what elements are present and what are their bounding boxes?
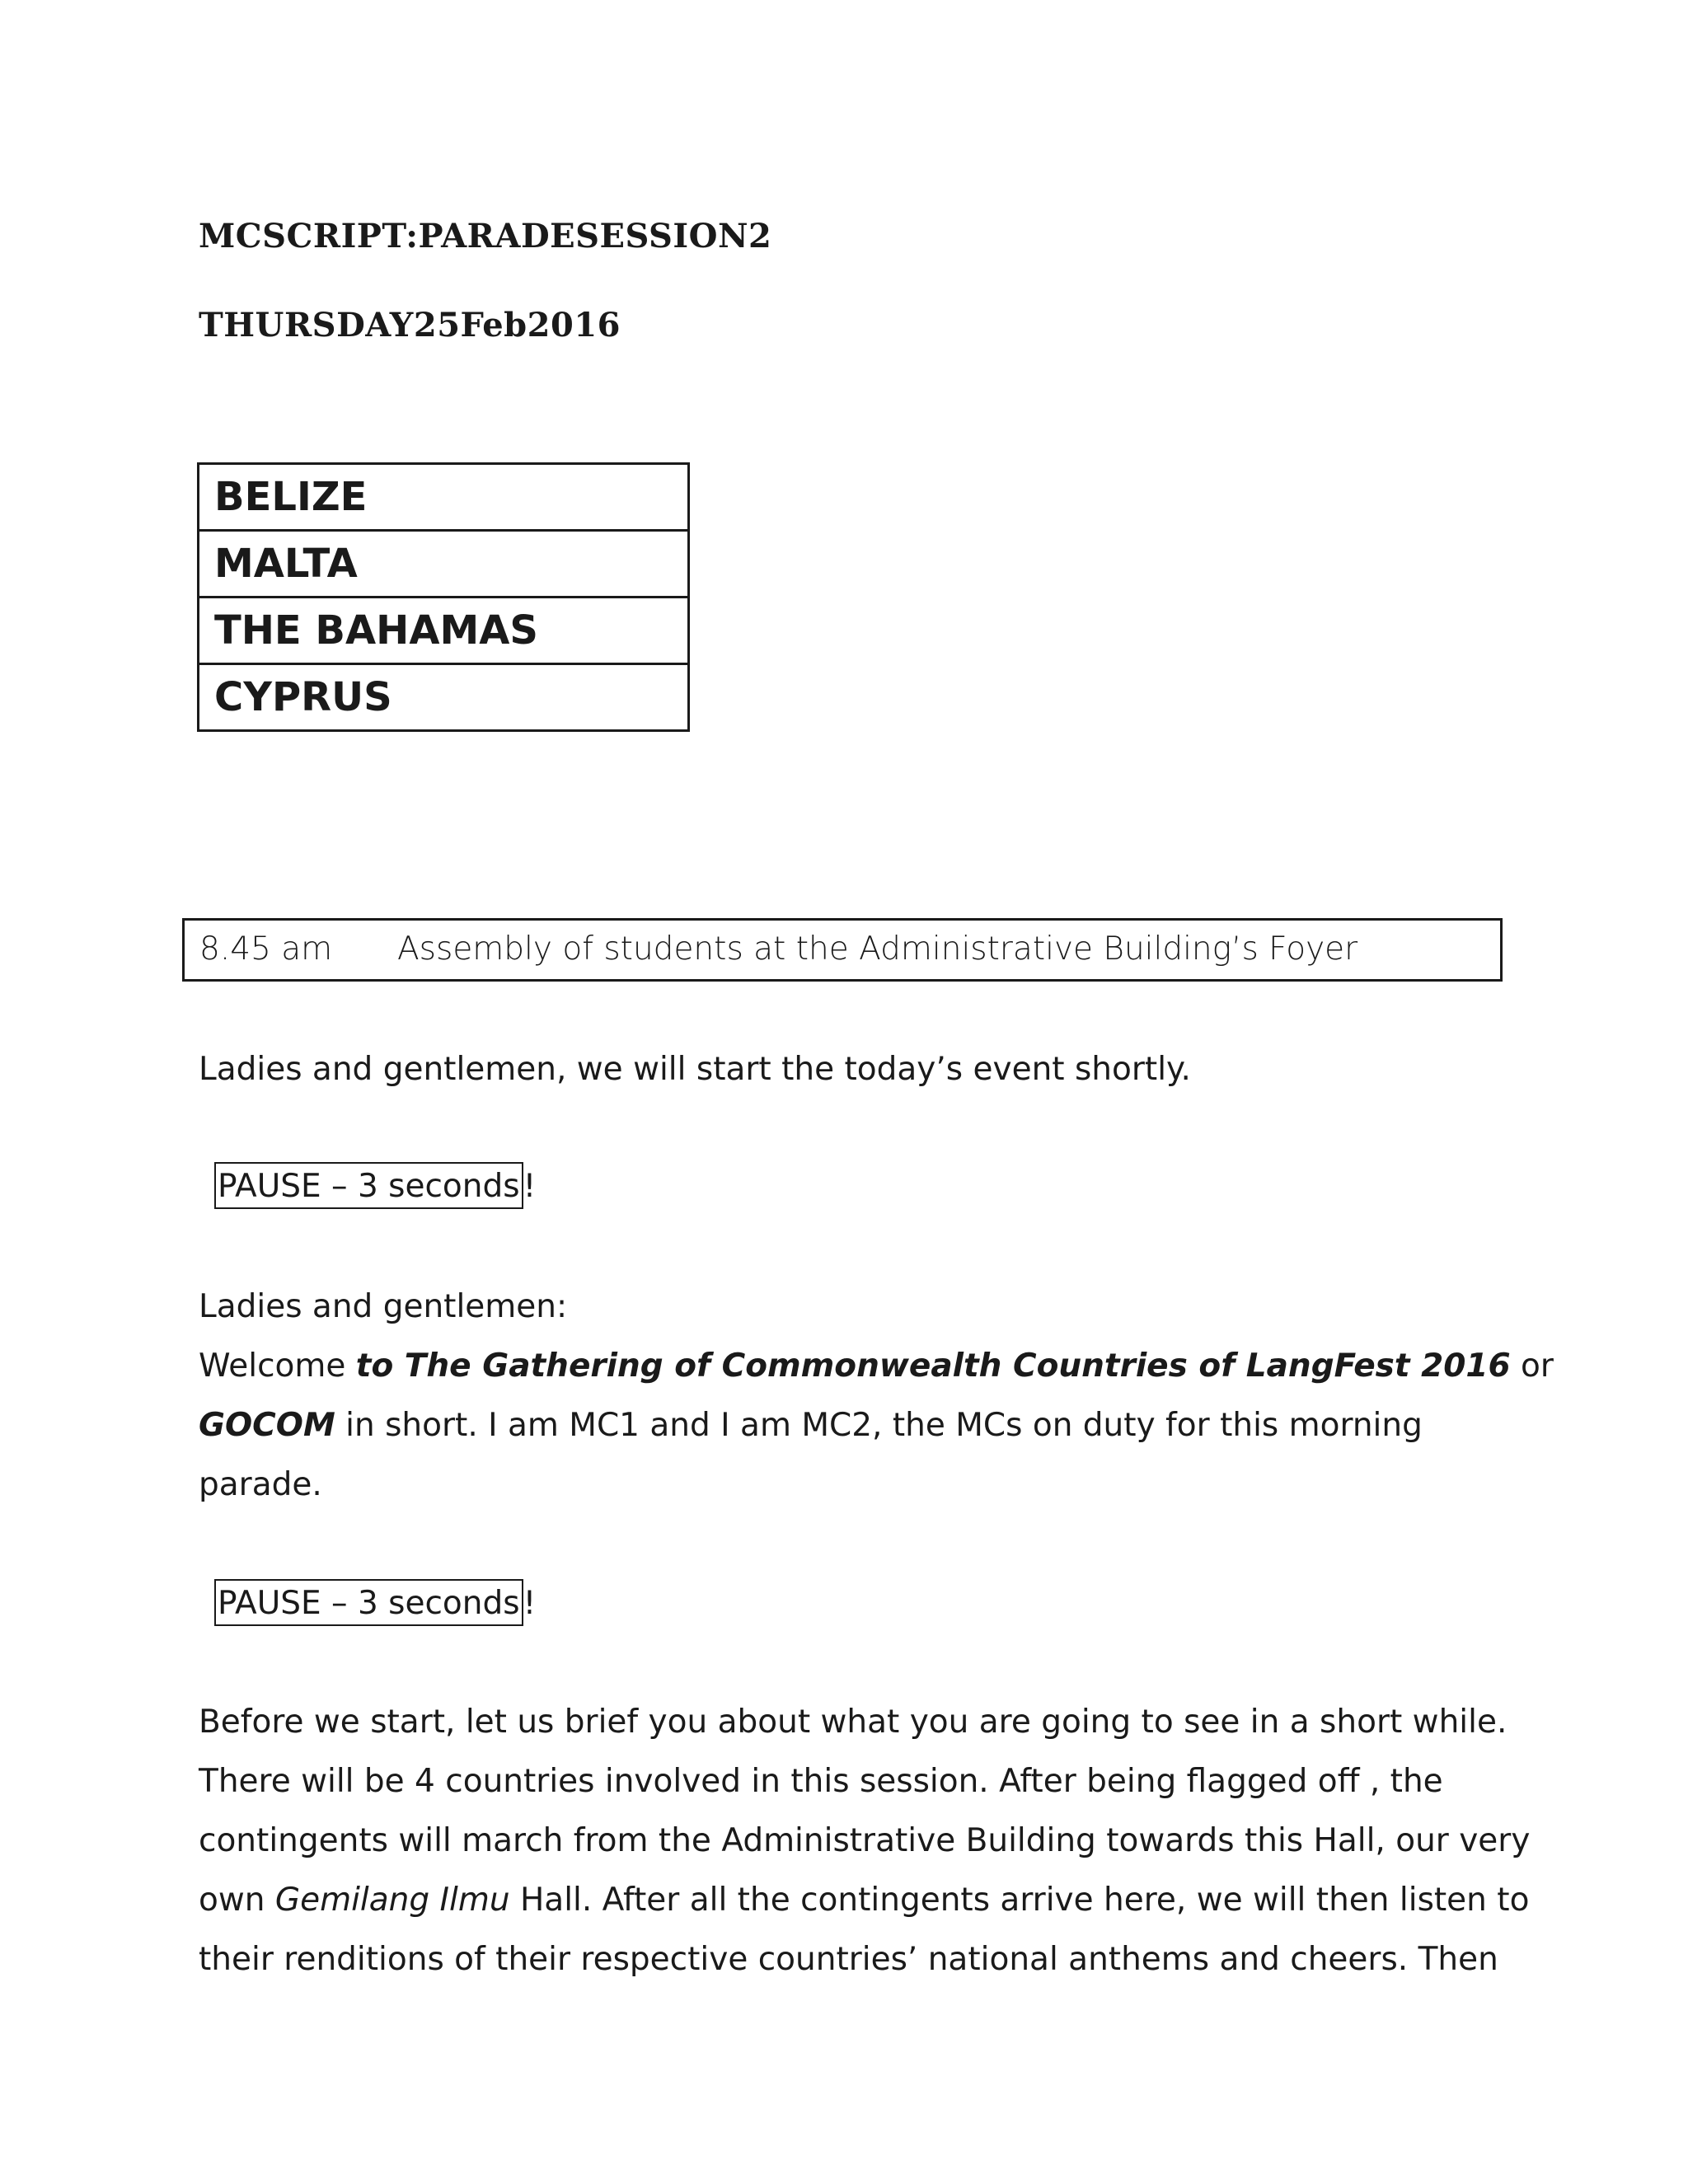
event-name: to The Gathering of Commonwealth Countries of LangFest 2016	[355, 1347, 1511, 1385]
paragraph-line	[199, 1396, 1509, 1455]
paragraph-intro	[199, 1040, 1509, 1099]
paragraph-line	[199, 1337, 1554, 1396]
event-acronym: GOCOM	[199, 1407, 335, 1444]
country-cell: THE BAHAMAS	[199, 598, 689, 664]
paragraph-line: There will be 4 countries involved in this session. After being flagged off , the	[199, 1763, 1443, 1800]
pause-label: PAUSE – 3 seconds	[214, 1162, 523, 1209]
table-row	[199, 598, 689, 664]
paragraph-welcome	[199, 1277, 1554, 1515]
text-run: in short. I am MC1 and I am MC2, the MCs on duty for this morning	[335, 1407, 1423, 1444]
schedule-box	[182, 918, 1503, 982]
pause-label: PAUSE – 3 seconds	[214, 1579, 523, 1626]
hall-name: Gemilang Ilmu	[274, 1882, 510, 1919]
table-row	[199, 664, 689, 731]
pause-suffix: !	[523, 1585, 537, 1622]
pause-cue	[214, 1162, 536, 1209]
paragraph-line: contingents will march from the Administrative Building towards this Hall, our very	[199, 1822, 1531, 1859]
pause-suffix: !	[523, 1168, 537, 1205]
country-cell: CYPRUS	[199, 664, 689, 731]
paragraph-line	[199, 1871, 1530, 1930]
text-run: own	[199, 1882, 275, 1919]
paragraph-briefing	[199, 1693, 1531, 1990]
paragraph-line: Ladies and gentlemen, we will start the today’s event shortly.	[199, 1051, 1191, 1088]
schedule-time: 8.45 am	[199, 930, 333, 968]
table-row	[199, 464, 689, 531]
pause-cue	[214, 1579, 536, 1626]
paragraph-line: Ladies and gentlemen:	[199, 1288, 568, 1325]
country-cell: MALTA	[199, 531, 689, 598]
text-run: Hall. After all the contingents arrive here, we will then listen to	[509, 1882, 1530, 1919]
country-cell: BELIZE	[199, 464, 689, 531]
table-row	[199, 531, 689, 598]
paragraph-line: Before we start, let us brief you about what you are going to see in a short while.	[199, 1704, 1507, 1741]
paragraph-line: parade.	[199, 1466, 322, 1503]
country-table	[197, 462, 690, 732]
script-title: MCSCRIPT:PARADESESSION2	[199, 217, 772, 255]
text-run: Welcome	[199, 1347, 356, 1385]
script-date: THURSDAY25Feb2016	[199, 306, 621, 344]
paragraph-line: their renditions of their respective countries’ national anthems and cheers. Then	[199, 1941, 1498, 1978]
schedule-activity: Assembly of students at the Administrative Building’s Foyer	[397, 930, 1358, 968]
text-run: or	[1510, 1347, 1554, 1385]
